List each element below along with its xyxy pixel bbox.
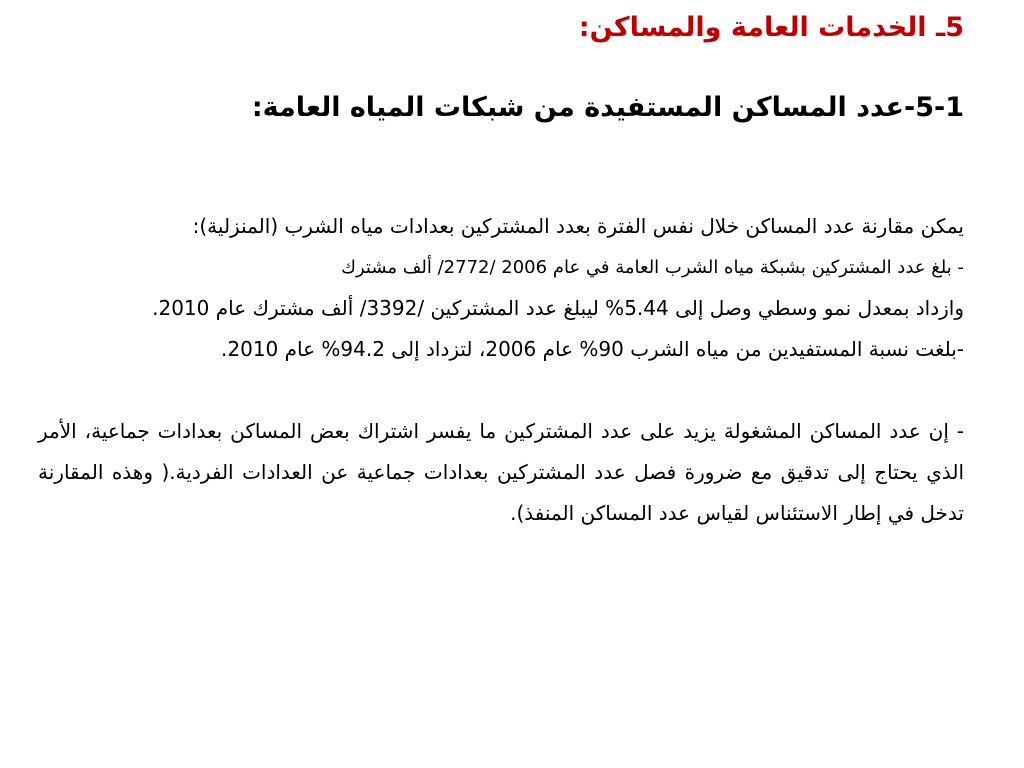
slide-title: 5ـ الخدمات العامة والمساكن:	[578, 12, 964, 43]
section-heading: 5-1-عدد المساكن المستفيدة من شبكات المياه العامة:	[251, 92, 964, 123]
slide-body	[38, 206, 964, 534]
paragraph-spacer	[38, 370, 964, 411]
paragraph-growth-2010: وازداد بمعدل نمو وسطي وصل إلى 5.44% ليبلغ عدد المشتركين /3392/ ألف مشترك عام 2010.	[152, 296, 964, 320]
paragraph-intro: يمكن مقارنة عدد المساكن خلال نفس الفترة بعدد المشتركين بعدادات مياه الشرب (المنزلية):	[192, 214, 964, 238]
paragraph-beneficiaries-ratio: -بلغت نسبة المستفيدين من مياه الشرب 90% عام 2006، لتزداد إلى 94.2% عام 2010.	[221, 337, 964, 361]
paragraph-occupied-dwellings: - إن عدد المساكن المشغولة يزيد على عدد المشتركين ما يفسر اشتراك بعض المساكن بعدادات جماعية، الأمر الذي يحتاج إلى تدقيق مع ضرورة فصل عدد المشتركين بعدادات جماعية عن العدادات الفردية.( وهذه المقارنة تدخل في إطار الاستئناس لقياس عدد المساكن المنفذ).	[38, 419, 964, 525]
paragraph-subscribers-2006: - بلغ عدد المشتركين بشبكة مياه الشرب العامة في عام 2006 /2772/ ألف مشترك	[341, 257, 964, 278]
